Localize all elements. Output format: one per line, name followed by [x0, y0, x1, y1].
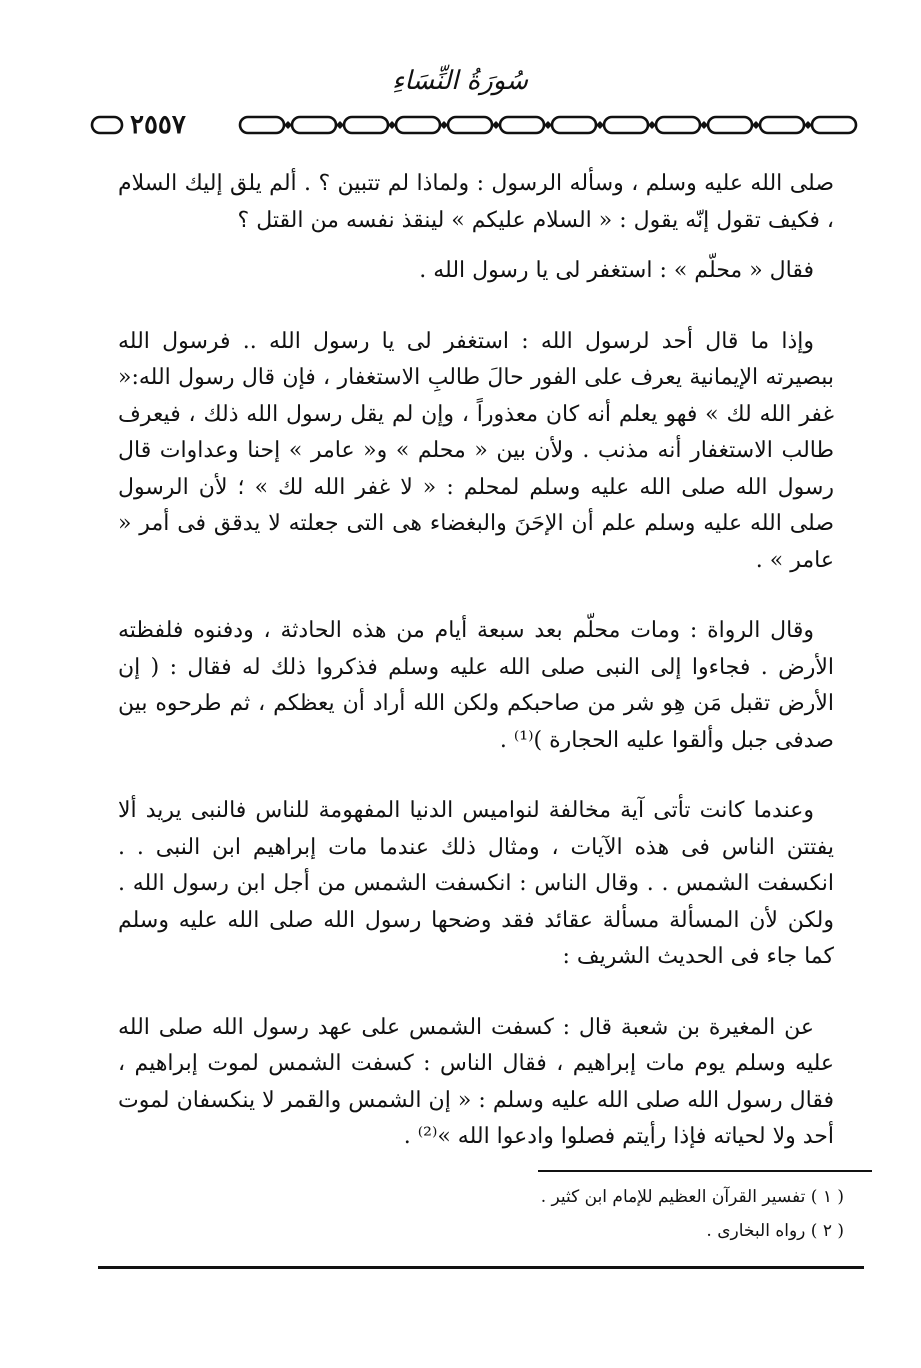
ornament-oval — [708, 117, 752, 133]
paragraph-2: فقال « محلّم » : استغفر لى يا رسول الله . — [419, 258, 814, 283]
sura-title: سُورَةُ النِّسَاءِ — [392, 66, 528, 96]
page-number: ٢٥٥٧ — [126, 108, 190, 142]
ornament-oval — [760, 117, 804, 133]
paragraph-4: وقال الرواة : ومات محلّم بعد سبعة أيام من هذه الحادثة ، ودفنوه فلفظته الأرض . فجاءوا إلى النبى صلى الله عليه وسلم فذكروا ذلك له فقال : ( إن الأرض تقبل مَن هِو شر من صاحبكم ولكن الله أراد أن يعظكم ، ثم طرحوه بين صدفى جبل وألقوا عليه الحجارة )⁽¹⁾ . — [118, 618, 834, 753]
ornament-border — [90, 108, 860, 142]
ornament-oval — [344, 117, 388, 133]
ornament-oval — [396, 117, 440, 133]
ornament-oval-end — [92, 117, 122, 133]
paragraph-3: وإذا ما قال أحد لرسول الله : استغفر لى يا رسول الله .. فرسول الله ببصيرته الإيمانية يعرف على الفور حالَ طالبِ الاستغفار ، فإن قال رسول الله:« غفر الله لك » فهو يعلم أنه كان معذوراً ، وإن لم يقل رسول الله ذلك ، فيعرف طالب الاستغفار أنه مذنب . ولأن بين « محلم » و« عامر » إحنا وعداوات قال رسول الله صلى الله عليه وسلم لمحلم : « لا غفر الله لك » ؛ لأن الرسول صلى الله عليه وسلم علم أن الإحَنَ والبغضاء هى التى جعلته لا يدقق فى أمر « عامر » . — [118, 328, 834, 573]
paragraph-1: صلى الله عليه وسلم ، وسأله الرسول : ولماذا لم تتبين ؟ . ألم يلق إليك السلام ، فكيف تقول إنّه يقول : « السلام عليكم » لينقذ نفسه من القتل ؟ — [118, 171, 834, 233]
ornament-oval — [812, 117, 856, 133]
ornament-oval — [656, 117, 700, 133]
bottom-divider — [98, 1266, 864, 1269]
footnote-2: ( ٢ ) رواه البخارى . — [706, 1221, 844, 1241]
ornament-oval — [240, 117, 284, 133]
ornament-oval — [500, 117, 544, 133]
footnote-divider — [538, 1170, 872, 1172]
footnote-1: ( ١ ) تفسير القرآن العظيم للإمام ابن كثير . — [540, 1187, 844, 1207]
paragraph-5: وعندما كانت تأتى آية مخالفة لنواميس الدنيا المفهومة للناس فالنبى يريد ألا يفتتن الناس فى هذه الآيات ، ومثال ذلك عندما مات إبراهيم ابن النبى . . انكسفت الشمس . . وقال الناس : انكسفت الشمس من أجل ابن رسول الله . ولكن لأن المسألة مسألة عقائد فقد وضحها رسول الله صلى الله عليه وسلم كما جاء فى الحديث الشريف : — [118, 798, 834, 969]
main-text — [118, 166, 834, 1156]
ornament-oval — [604, 117, 648, 133]
ornament-oval — [448, 117, 492, 133]
ornament-oval — [292, 117, 336, 133]
ornament-oval — [552, 117, 596, 133]
footnotes — [118, 1180, 844, 1248]
paragraph-6: عن المغيرة بن شعبة قال : كسفت الشمس على عهد رسول الله صلى الله عليه وسلم يوم مات إبراهيم ، فقال الناس : كسفت الشمس لموت إبراهيم ، فقال رسول الله صلى الله عليه وسلم : « إن الشمس والقمر لا ينكسفان لموت أحد ولا لحياته فإذا رأيتم فصلوا وادعوا الله »⁽²⁾ . — [118, 1014, 834, 1149]
